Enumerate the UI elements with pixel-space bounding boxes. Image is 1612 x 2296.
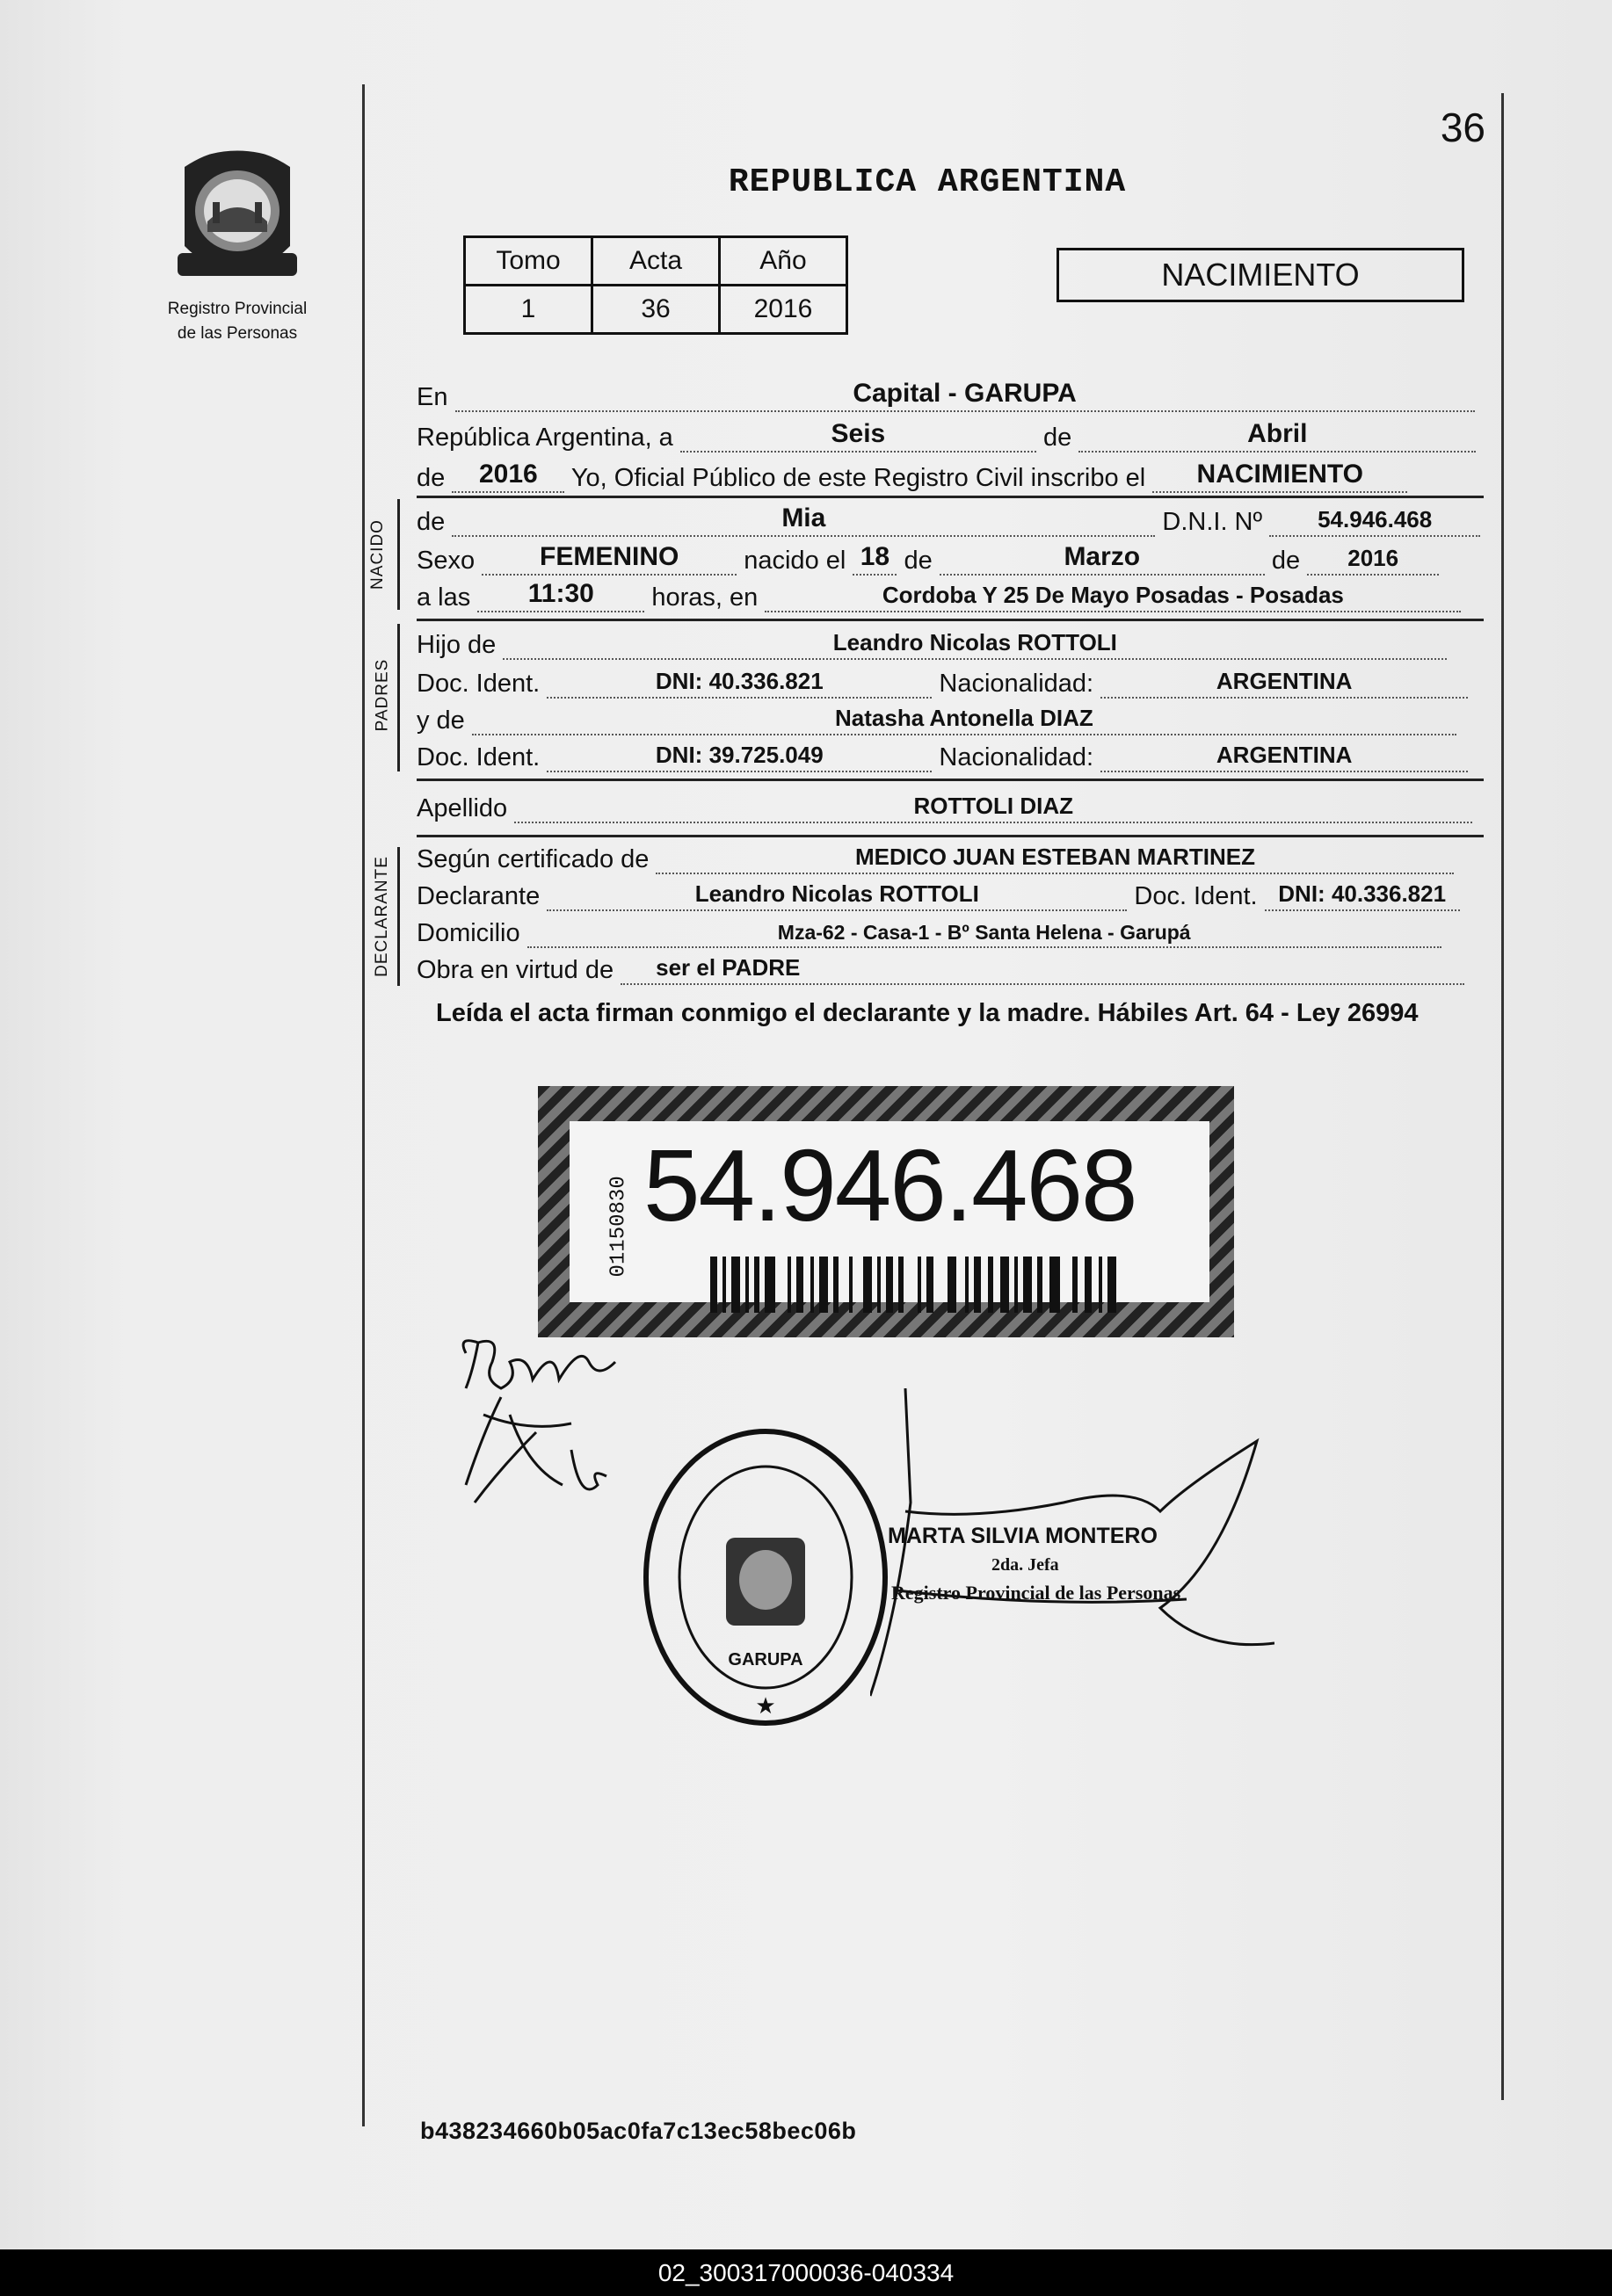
padres-line-2 — [417, 670, 1484, 699]
intro-line-2 — [417, 419, 1484, 453]
padres-top-rule — [417, 619, 1484, 621]
padre-doc-label: Doc. Ident. — [417, 670, 541, 698]
padre-doc-value: DNI: 40.336.821 — [655, 668, 824, 694]
domicilio-label: Domicilio — [417, 919, 520, 947]
declarante-value: Leandro Nicolas ROTTOLI — [694, 880, 979, 907]
nacido-side-rule — [397, 499, 400, 610]
madre-doc-value: DNI: 39.725.049 — [655, 742, 824, 768]
nacido-line-3 — [417, 579, 1484, 612]
decl-doc-label: Doc. Ident. — [1134, 882, 1258, 910]
intro-line-3 — [417, 460, 1484, 493]
logo-caption-line2: de las Personas — [177, 324, 298, 343]
domicilio-value: Mza-62 - Casa-1 - Bº Santa Helena - Garupá — [777, 921, 1191, 944]
oficial-text: Yo, Oficial Público de este Registro Civil inscribo el — [570, 464, 1146, 492]
decl-doc-value: DNI: 40.336.821 — [1278, 880, 1447, 907]
official-name: MARTA SILVIA MONTERO — [888, 1524, 1158, 1548]
intro-line-1 — [417, 379, 1484, 412]
apellido-top-rule — [417, 779, 1484, 781]
padres-side-rule — [397, 624, 400, 771]
certificado-label: Según certificado de — [417, 845, 650, 873]
sticker-serial: 01150830 — [606, 1176, 631, 1278]
left-margin-line — [362, 84, 365, 2126]
padre-nac-label: Nacionalidad: — [939, 670, 1094, 698]
right-margin-line — [1501, 93, 1504, 2100]
sexo-label: Sexo — [417, 547, 476, 575]
hora-value: 11:30 — [527, 579, 594, 608]
tomo-header: Tomo — [465, 237, 592, 286]
padres-line-4 — [417, 743, 1484, 772]
declarante-line-4 — [417, 956, 1484, 985]
dni-value: 54.946.468 — [1318, 506, 1433, 532]
obra-value: ser el PADRE — [656, 954, 801, 981]
de-label: de — [1042, 424, 1072, 452]
declarante-line-3 — [417, 919, 1484, 948]
seal-city: GARUPA — [728, 1650, 803, 1669]
obra-label: Obra en virtud de — [417, 956, 614, 984]
registry-logo — [149, 141, 325, 344]
apellido-line — [417, 794, 1484, 823]
dni-label: D.N.I. Nº — [1162, 508, 1263, 536]
declarante-section-label: DECLARANTE — [372, 856, 391, 977]
nacido-el-label: nacido el — [744, 547, 846, 575]
lugar-value: Capital - GARUPA — [853, 379, 1077, 408]
tomo-value: 1 — [465, 286, 592, 334]
logo-caption-line1: Registro Provincial — [167, 300, 308, 318]
barcode-icon — [710, 1257, 1123, 1313]
nacido-line-2 — [417, 542, 1484, 576]
acta-header: Acta — [592, 237, 720, 286]
registry-round-seal-icon — [638, 1423, 893, 1731]
acto-value: NACIMIENTO — [1196, 460, 1363, 489]
nac-anio-value: 2016 — [1347, 545, 1399, 571]
a-las-label: a las — [417, 583, 471, 612]
nacido-section-label: NACIDO — [367, 519, 387, 590]
madre-nac-label: Nacionalidad: — [939, 743, 1094, 771]
en-label: En — [417, 383, 448, 411]
madre-value: Natasha Antonella DIAZ — [835, 705, 1093, 731]
nac-de2-label: de — [1271, 547, 1301, 575]
y-de-label: y de — [417, 706, 465, 735]
act-type-box: NACIMIENTO — [1057, 248, 1464, 302]
document-title: REPUBLICA ARGENTINA — [728, 163, 1127, 201]
hijo-de-label: Hijo de — [417, 631, 497, 659]
de2-label: de — [417, 464, 446, 492]
apellido-value: ROTTOLI DIAZ — [913, 793, 1073, 819]
document-hash: b438234660b05ac0fa7c13ec58bec06b — [420, 2118, 857, 2144]
svg-text:★: ★ — [755, 1692, 776, 1719]
declarante-line-1 — [417, 845, 1484, 874]
padres-line-3 — [417, 706, 1484, 735]
declarante-side-rule — [397, 847, 400, 986]
nombre-value: Mia — [781, 503, 826, 532]
page-number: 36 — [1440, 105, 1485, 150]
mes-value: Abril — [1247, 419, 1308, 448]
acta-value: 36 — [592, 286, 720, 334]
scan-footer-id: 02_300317000036-040334 — [0, 2249, 1612, 2296]
nacido-line-1 — [417, 503, 1484, 537]
anio-header: Año — [720, 237, 847, 286]
sexo-value: FEMENINO — [540, 542, 679, 571]
declarant-signature-icon — [448, 1327, 642, 1529]
dia-value: Seis — [831, 419, 886, 448]
declarante-line-2 — [417, 882, 1484, 911]
madre-nac-value: ARGENTINA — [1216, 742, 1353, 768]
province-seal-icon — [167, 141, 308, 290]
nacido-top-rule — [417, 496, 1484, 498]
dni-barcode-sticker — [538, 1086, 1234, 1337]
certificado-value: MEDICO JUAN ESTEBAN MARTINEZ — [854, 844, 1255, 870]
nac-de-label: de — [904, 547, 933, 575]
padre-nac-value: ARGENTINA — [1216, 668, 1353, 694]
nac-mes-value: Marzo — [1064, 542, 1141, 571]
republica-label: República Argentina, a — [417, 424, 673, 452]
tomo-acta-anio-table — [463, 235, 848, 335]
nac-dia-value: 18 — [860, 542, 890, 571]
official-title: 2da. Jefa — [991, 1555, 1059, 1575]
nac-lugar-value: Cordoba Y 25 De Mayo Posadas - Posadas — [882, 582, 1344, 608]
padres-section-label: PADRES — [373, 658, 392, 732]
declarante-top-rule — [417, 835, 1484, 837]
padre-value: Leandro Nicolas ROTTOLI — [832, 629, 1117, 655]
madre-doc-label: Doc. Ident. — [417, 743, 541, 771]
anio-value: 2016 — [720, 286, 847, 334]
apellido-label: Apellido — [417, 794, 508, 822]
horas-en-label: horas, en — [651, 583, 759, 612]
official-org: Registro Provincial de las Personas — [891, 1582, 1181, 1604]
padres-line-1 — [417, 631, 1484, 660]
declarante-label: Declarante — [417, 882, 541, 910]
sticker-number: 54.946.468 — [643, 1128, 1136, 1242]
nacido-de-label: de — [417, 508, 446, 536]
closing-text: Leída el acta firman conmigo el declarante y la madre. Hábiles Art. 64 - Ley 26994 — [436, 999, 1419, 1027]
anio-text-value: 2016 — [478, 460, 538, 489]
